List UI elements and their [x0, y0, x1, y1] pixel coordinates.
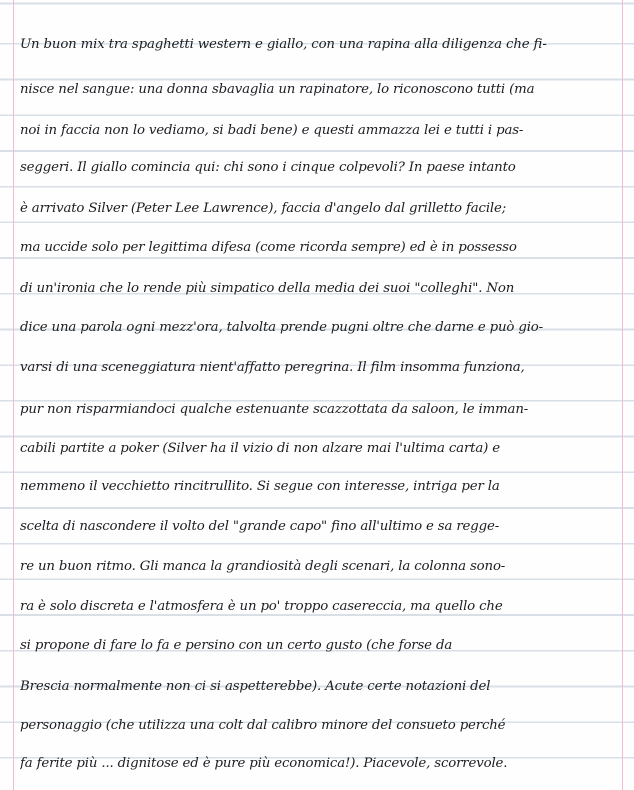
text-line: personaggio (che utilizza una colt dal calibro minore del consueto perché [20, 718, 506, 733]
text-line: di un'ironia che lo rende più simpatico della media dei suoi "colleghi". Non [20, 281, 515, 296]
text-line: cabili partite a poker (Silver ha il vizio di non alzare mai l'ultima carta) e [20, 441, 500, 456]
text-line: scelta di nascondere il volto del "grande capo" fino all'ultimo e sa regge- [20, 519, 500, 534]
text-line: ra è solo discreta e l'atmosfera è un po' troppo casereccia, ma quello che [20, 599, 503, 614]
text-line: varsi di una sceneggiatura nient'affatto peregrina. Il film insomma funziona, [20, 360, 525, 375]
text-line: ma uccide solo per legittima difesa (come ricorda sempre) ed è in possesso [20, 240, 517, 255]
text-line: si propone di fare lo fa e persino con un certo gusto (che forse da [20, 638, 453, 653]
text-line: Brescia normalmente non ci si aspetterebbe). Acute certe notazioni del [20, 679, 491, 694]
text-line: noi in faccia non lo vediamo, si badi bene) e questi ammazza lei e tutti i pas- [20, 123, 524, 138]
text-line: seggeri. Il giallo comincia qui: chi sono i cinque colpevoli? In paese intanto [20, 160, 516, 175]
text-line: nemmeno il vecchietto rincitrullito. Si segue con interesse, intriga per la [20, 479, 500, 494]
text-line: dice una parola ogni mezz'ora, talvolta prende pugni oltre che darne e può gio- [20, 320, 544, 335]
text-line: nisce nel sangue: una donna sbavaglia un rapinatore, lo riconoscono tutti (ma [20, 82, 535, 97]
text-line: Un buon mix tra spaghetti western e giallo, con una rapina alla diligenza che fi- [20, 37, 547, 52]
text-line: pur non risparmiandoci qualche estenuante scazzottata da saloon, le imman- [20, 402, 529, 417]
text-line: re un buon ritmo. Gli manca la grandiosità degli scenari, la colonna sono- [20, 559, 506, 574]
text-line: è arrivato Silver (Peter Lee Lawrence), faccia d'angelo dal grilletto facile; [20, 201, 507, 216]
text-line: fa ferite più ... dignitose ed è pure più economica!). Piacevole, scorrevole. [20, 756, 508, 771]
